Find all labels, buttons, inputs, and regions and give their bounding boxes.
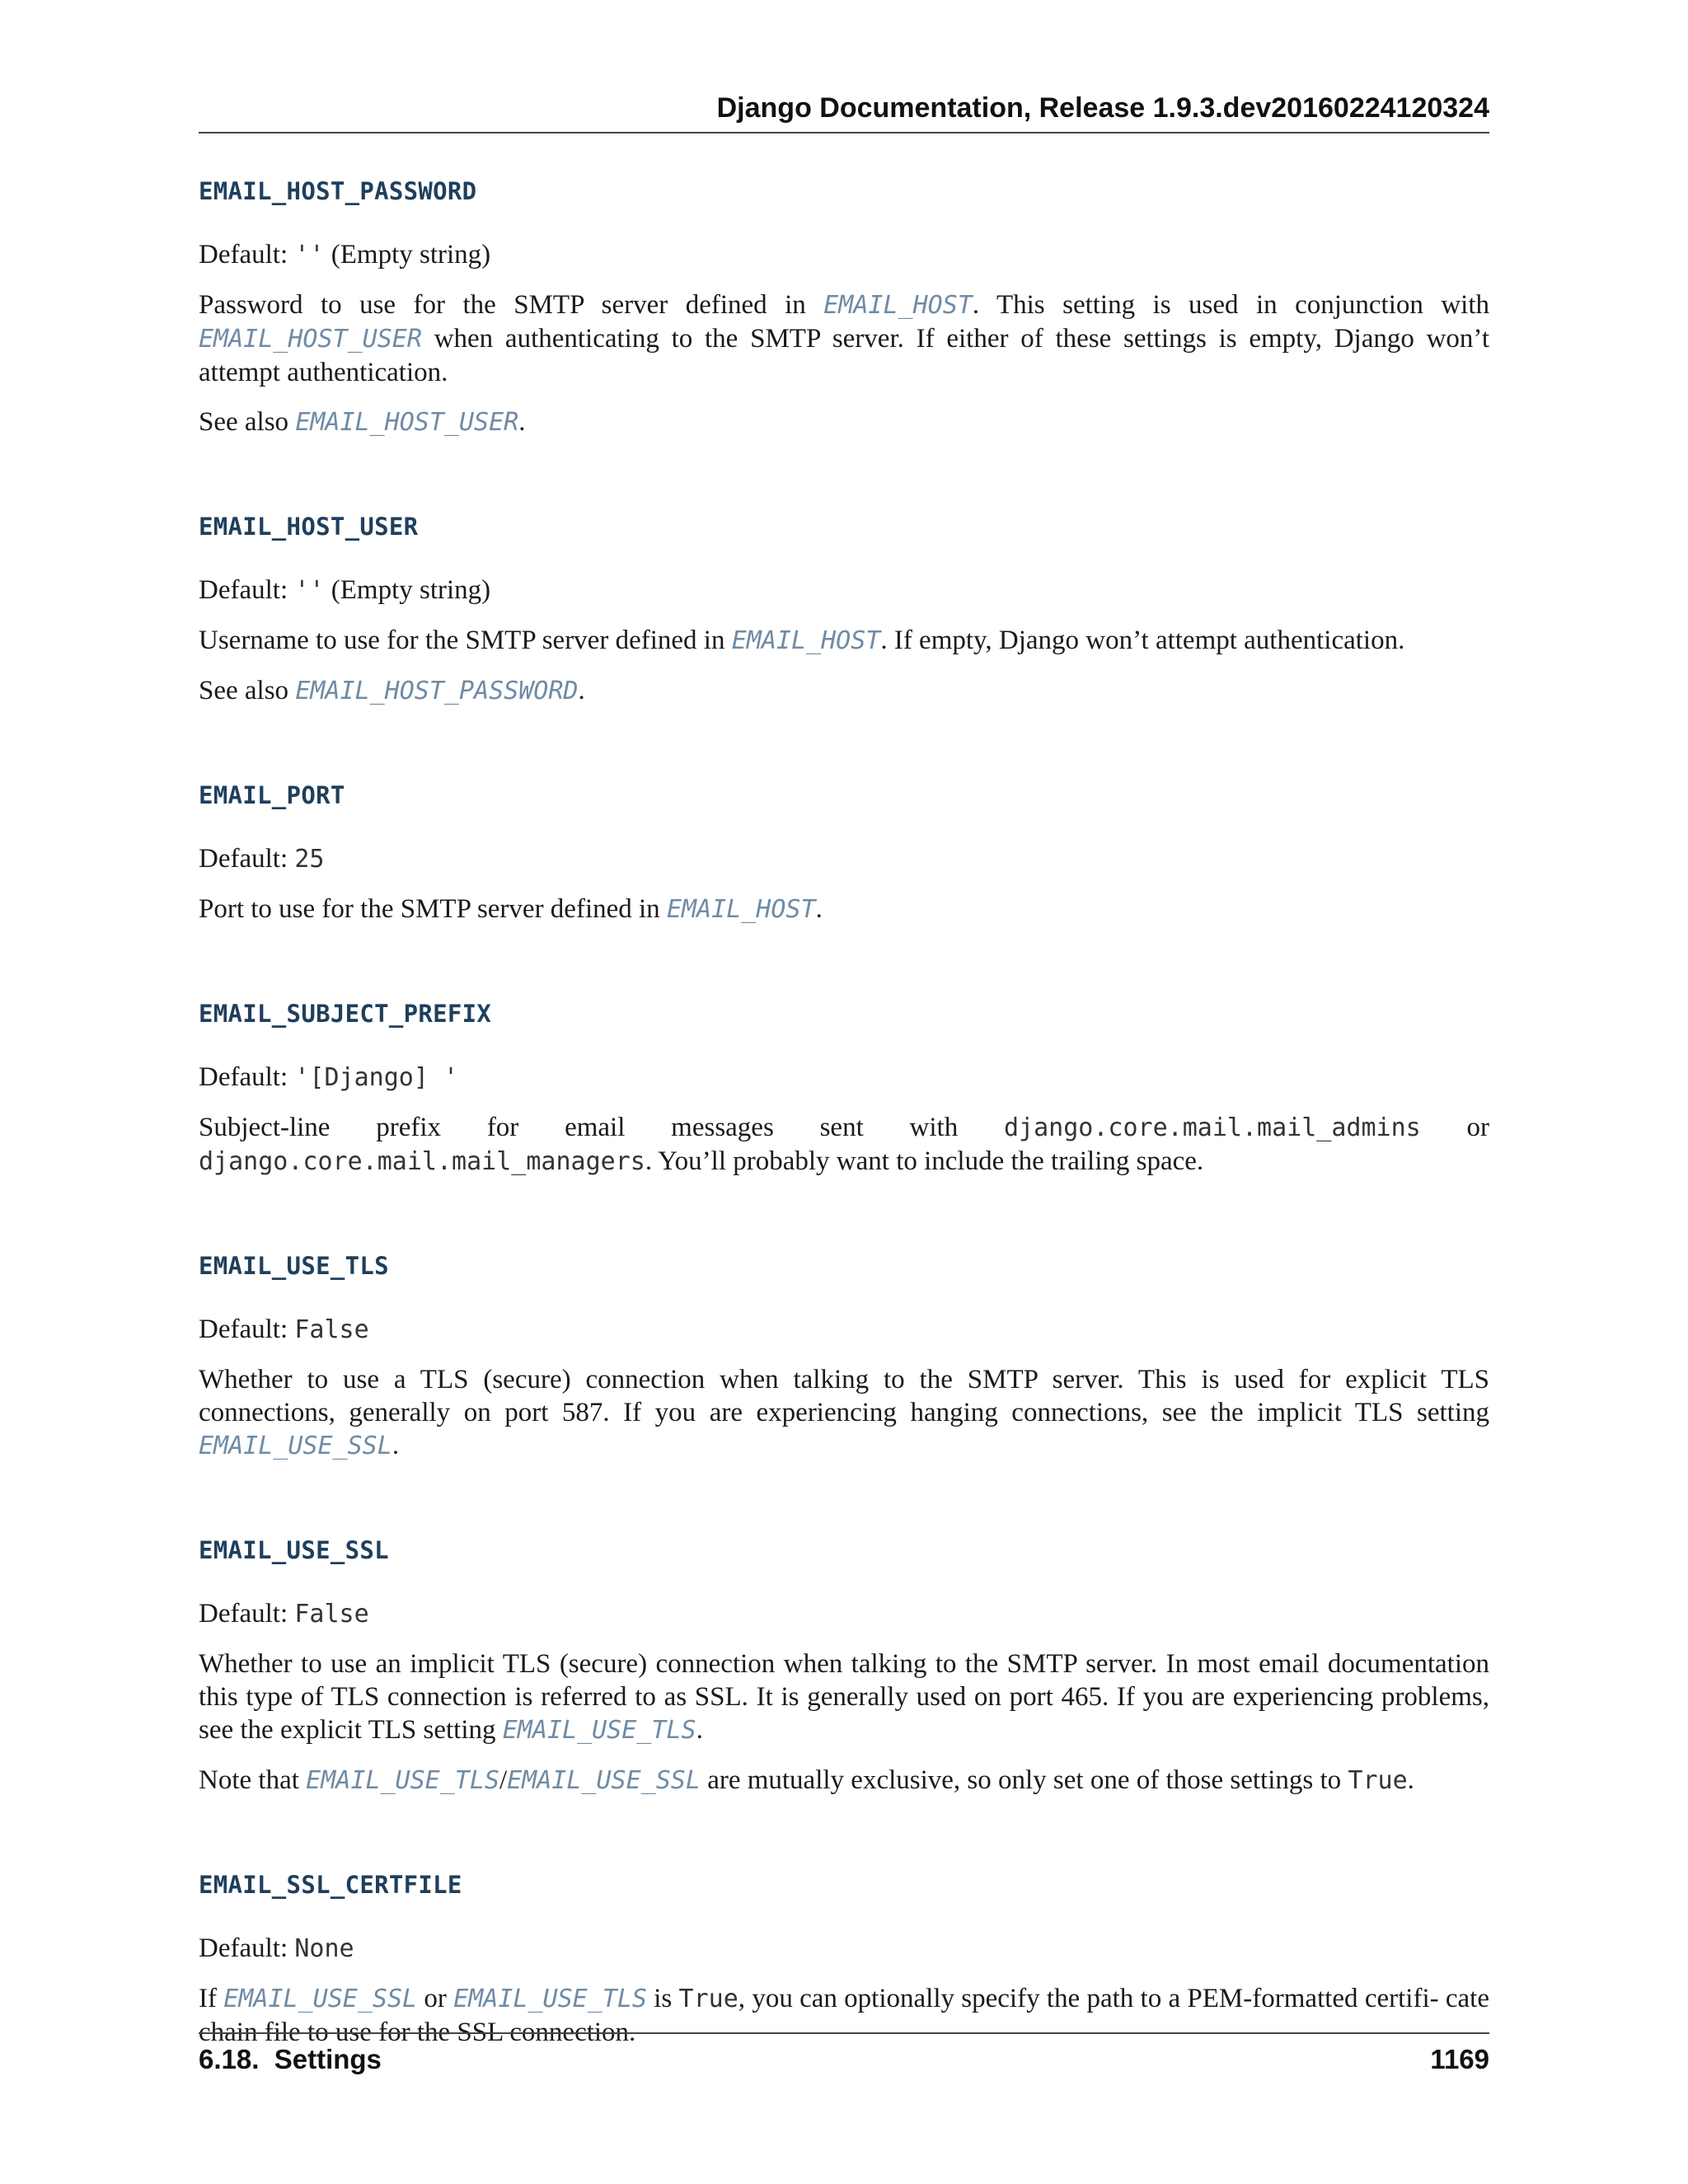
description-text: Subject-line prefix for email messages sent with	[199, 1113, 1004, 1142]
description-text: If	[199, 1984, 224, 2013]
default-value-line	[199, 1597, 1489, 1631]
description-text: is	[646, 1984, 679, 2013]
setting-name: EMAIL_SSL_CERTFILE	[199, 1871, 462, 1899]
link-email-use-ssl[interactable]: EMAIL_USE_SSL	[199, 1432, 392, 1460]
link-email-use-tls[interactable]: EMAIL_USE_TLS	[306, 1766, 499, 1795]
default-code: '[Django] '	[294, 1063, 459, 1092]
default-code: False	[294, 1315, 369, 1344]
link-email-host-user[interactable]: EMAIL_HOST_USER	[295, 408, 519, 437]
description-text: . This setting is used in conjunction with	[972, 290, 1489, 320]
link-email-use-ssl[interactable]: EMAIL_USE_SSL	[507, 1766, 701, 1795]
setting-name: EMAIL_HOST_PASSWORD	[199, 177, 477, 205]
separator: /	[499, 1765, 508, 1795]
footer-section-title: 6.18. Settings	[199, 2044, 382, 2074]
default-value-line	[199, 842, 1489, 876]
setting-email-subject-prefix	[199, 997, 1489, 1179]
setting-description	[199, 1647, 1489, 1747]
default-code: None	[294, 1934, 354, 1963]
default-value-line	[199, 238, 1489, 272]
page-number: 1169	[1430, 2044, 1489, 2074]
inline-code: django.core.mail.mail_admins	[1003, 1113, 1421, 1142]
description-text: or	[1420, 1113, 1489, 1142]
note-text: are mutually exclusive, so only set one of those settings to	[700, 1765, 1348, 1795]
setting-email-use-tls	[199, 1249, 1489, 1463]
punctuation: .	[518, 407, 526, 437]
note-text: Note that	[199, 1765, 307, 1795]
setting-name: EMAIL_PORT	[199, 781, 345, 809]
see-also-line	[199, 405, 1489, 439]
default-value-line	[199, 574, 1489, 607]
default-label: Default:	[199, 575, 295, 605]
default-value-line	[199, 1932, 1489, 1966]
default-label: Default:	[199, 1315, 295, 1344]
setting-email-host-password	[199, 175, 1489, 439]
punctuation: .	[815, 894, 823, 924]
description-text: Username to use for the SMTP server defined in	[199, 626, 732, 655]
setting-description	[199, 1111, 1489, 1179]
default-code: ''	[294, 241, 325, 269]
document-title: Django Documentation, Release 1.9.3.dev20160224120324	[716, 92, 1489, 124]
description-text: or	[417, 1984, 454, 2013]
default-code: False	[294, 1600, 369, 1629]
description-text: , you can optionally specify the path to a PEM-formatted certifi- cate chain file to use for the SSL connection.	[199, 1984, 1489, 2047]
description-text: Password to use for the SMTP server defined in	[199, 290, 824, 320]
setting-email-port	[199, 779, 1489, 926]
default-label: Default:	[199, 844, 295, 874]
link-email-host[interactable]: EMAIL_HOST	[823, 291, 973, 320]
inline-code: django.core.mail.mail_managers	[199, 1147, 645, 1176]
default-note: (Empty string)	[324, 575, 491, 605]
default-code: 25	[294, 845, 325, 874]
default-label: Default:	[199, 240, 295, 269]
default-code: ''	[294, 576, 325, 605]
punctuation: .	[392, 1431, 400, 1460]
setting-description	[199, 893, 1489, 926]
default-label: Default:	[199, 1933, 295, 1963]
link-email-host-user[interactable]: EMAIL_HOST_USER	[199, 325, 422, 354]
setting-description	[199, 624, 1489, 658]
inline-code: True	[678, 1985, 738, 2013]
setting-email-ssl-certfile	[199, 1868, 1489, 2049]
link-email-host[interactable]: EMAIL_HOST	[731, 626, 881, 655]
setting-name: EMAIL_USE_TLS	[199, 1252, 389, 1280]
default-label: Default:	[199, 1599, 295, 1629]
punctuation: .	[1407, 1765, 1414, 1795]
setting-description	[199, 1363, 1489, 1463]
default-note: (Empty string)	[324, 240, 491, 269]
page-header	[199, 91, 1489, 134]
default-label: Default:	[199, 1062, 295, 1092]
link-email-use-tls[interactable]: EMAIL_USE_TLS	[453, 1985, 647, 2013]
setting-email-host-user	[199, 510, 1489, 708]
setting-email-use-ssl	[199, 1534, 1489, 1797]
punctuation: .	[578, 676, 585, 705]
default-value-line	[199, 1061, 1489, 1094]
setting-name: EMAIL_HOST_USER	[199, 513, 419, 541]
setting-name: EMAIL_USE_SSL	[199, 1536, 389, 1564]
description-text: when authenticating to the SMTP server. If either of these settings is empty, Django won’t attempt authentication.	[199, 324, 1489, 387]
description-text: Whether to use a TLS (secure) connection when talking to the SMTP server. This is used for explicit TLS connections, generally on port 587. If you are experiencing hanging connections, see the implicit TLS setting	[199, 1365, 1489, 1427]
link-email-host[interactable]: EMAIL_HOST	[666, 895, 816, 924]
inline-code: True	[1348, 1766, 1408, 1795]
default-value-line	[199, 1313, 1489, 1347]
setting-name: EMAIL_SUBJECT_PREFIX	[199, 1000, 492, 1028]
see-also-label: See also	[199, 407, 296, 437]
see-also-label: See also	[199, 676, 296, 705]
description-text: Whether to use an implicit TLS (secure) connection when talking to the SMTP server. In most email documentation this type of TLS connection is referred to as SSL. It is generally used on port 465. If you are experiencing problems, see the explicit TLS setting	[199, 1649, 1489, 1745]
setting-description	[199, 288, 1489, 389]
page-footer	[199, 2032, 1489, 2077]
link-email-host-password[interactable]: EMAIL_HOST_PASSWORD	[295, 677, 579, 705]
description-text: . If empty, Django won’t attempt authentication.	[880, 626, 1405, 655]
see-also-line	[199, 674, 1489, 708]
description-text: Port to use for the SMTP server defined in	[199, 894, 667, 924]
description-text: . You’ll probably want to include the trailing space.	[645, 1146, 1204, 1176]
punctuation: .	[696, 1715, 703, 1745]
link-email-use-tls[interactable]: EMAIL_USE_TLS	[502, 1716, 696, 1745]
setting-note	[199, 1764, 1489, 1797]
page-content	[199, 175, 1489, 2049]
link-email-use-ssl[interactable]: EMAIL_USE_SSL	[223, 1985, 418, 2013]
